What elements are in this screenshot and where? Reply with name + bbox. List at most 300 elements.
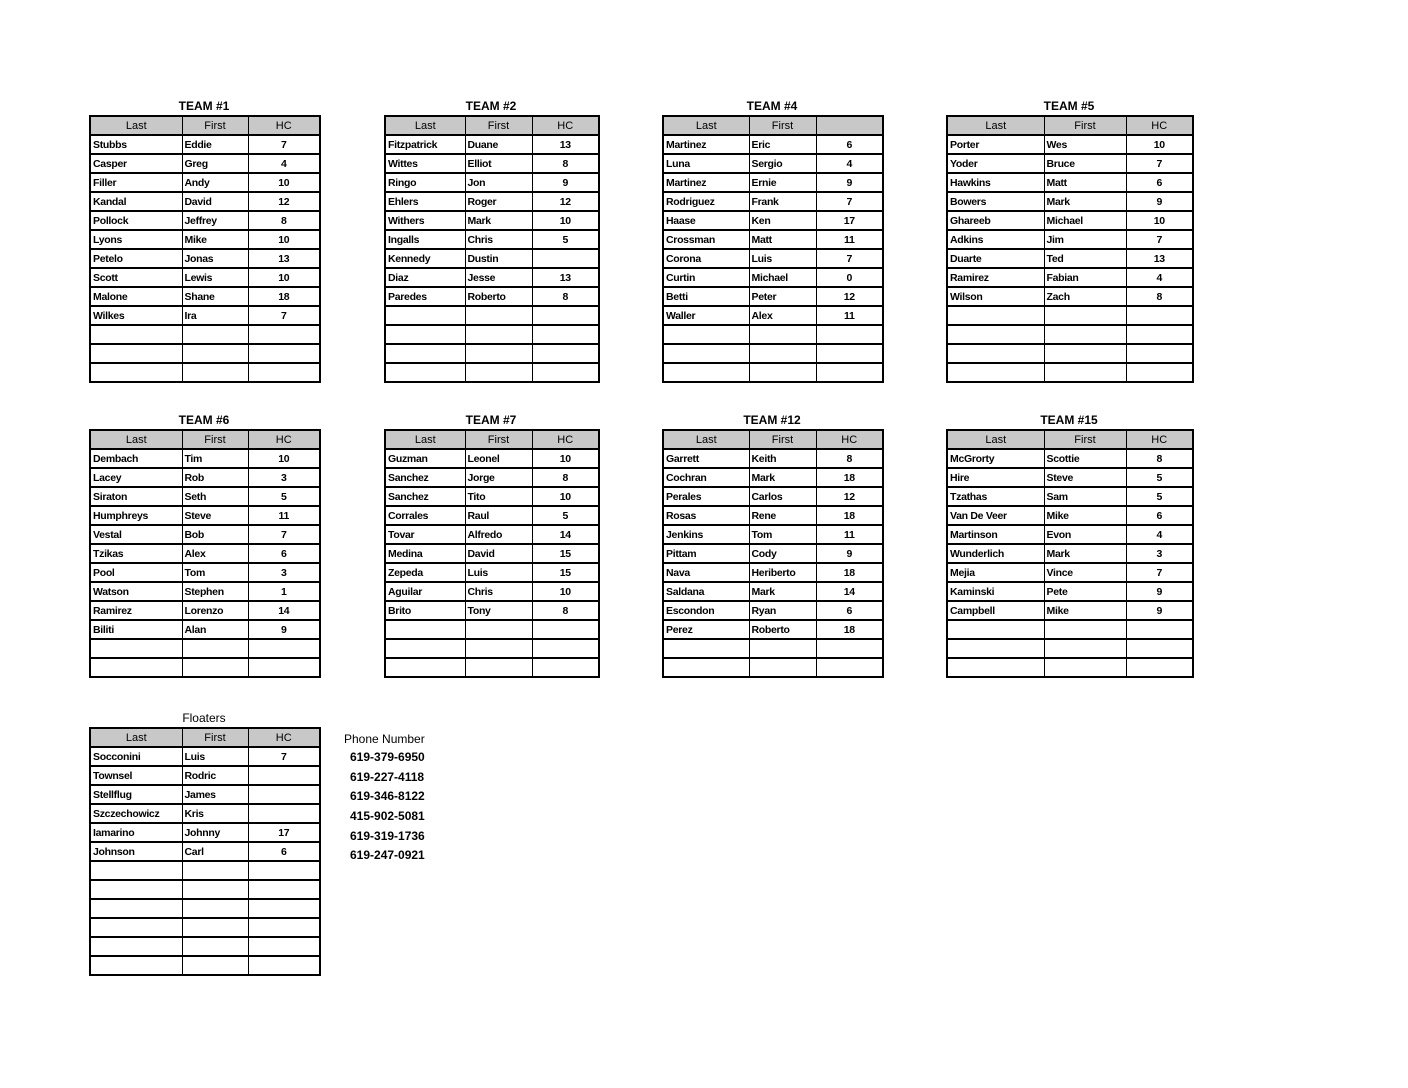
first-name-cell: Jesse — [465, 268, 532, 287]
hc-header: HC — [816, 430, 883, 449]
last-name-cell — [90, 344, 182, 363]
last-name-cell: Medina — [385, 544, 465, 563]
first-name-cell: Tim — [182, 449, 248, 468]
table-row — [90, 747, 320, 766]
last-name-cell — [663, 325, 749, 344]
hc-cell: 3 — [248, 468, 320, 487]
hc-cell — [816, 658, 883, 677]
table-row — [385, 306, 599, 325]
table-row — [90, 468, 320, 487]
table-row — [385, 468, 599, 487]
hc-cell: 8 — [1126, 287, 1193, 306]
hc-cell — [816, 325, 883, 344]
header-row — [947, 116, 1193, 135]
last-name-cell — [90, 918, 182, 937]
last-header: Last — [947, 430, 1044, 449]
first-name-cell: Shane — [182, 287, 248, 306]
last-name-cell — [90, 880, 182, 899]
last-name-cell: Corona — [663, 249, 749, 268]
last-name-cell: Ramirez — [947, 268, 1044, 287]
hc-cell: 10 — [532, 582, 599, 601]
last-name-cell: Rodriguez — [663, 192, 749, 211]
table-row — [663, 287, 883, 306]
first-name-cell — [182, 956, 248, 975]
table-row — [947, 620, 1193, 639]
last-name-cell: Withers — [385, 211, 465, 230]
last-name-cell: Diaz — [385, 268, 465, 287]
first-name-cell: Seth — [182, 487, 248, 506]
hc-cell: 10 — [248, 173, 320, 192]
hc-cell — [248, 937, 320, 956]
team-title: TEAM #4 — [746, 99, 798, 113]
last-name-cell — [90, 639, 182, 658]
last-name-cell: Bowers — [947, 192, 1044, 211]
first-name-cell: Mark — [1044, 544, 1126, 563]
last-name-cell — [947, 639, 1044, 658]
first-name-cell — [749, 344, 816, 363]
first-name-cell: Steve — [182, 506, 248, 525]
table-row — [947, 249, 1193, 268]
table-row — [385, 268, 599, 287]
last-name-cell — [663, 363, 749, 382]
team-title: TEAM #12 — [743, 413, 801, 427]
table-row — [663, 268, 883, 287]
table-row — [90, 937, 320, 956]
hc-cell: 15 — [532, 563, 599, 582]
first-name-cell: Jorge — [465, 468, 532, 487]
team-roster — [946, 97, 1192, 383]
first-name-cell: Carlos — [749, 487, 816, 506]
first-name-cell — [182, 937, 248, 956]
hc-cell: 8 — [1126, 449, 1193, 468]
roster-table — [946, 429, 1194, 678]
first-name-cell — [1044, 325, 1126, 344]
first-name-cell — [465, 344, 532, 363]
team-roster — [384, 411, 598, 678]
hc-cell — [248, 785, 320, 804]
hc-cell: 8 — [532, 154, 599, 173]
last-name-cell: Cochran — [663, 468, 749, 487]
hc-cell: 3 — [248, 563, 320, 582]
hc-cell: 7 — [248, 525, 320, 544]
last-name-cell: Szczechowicz — [90, 804, 182, 823]
last-name-cell: Tzikas — [90, 544, 182, 563]
hc-cell: 8 — [532, 468, 599, 487]
hc-cell: 5 — [248, 487, 320, 506]
header-row — [90, 430, 320, 449]
last-name-cell: Watson — [90, 582, 182, 601]
table-row — [947, 211, 1193, 230]
table-row — [90, 861, 320, 880]
first-name-cell: Stephen — [182, 582, 248, 601]
last-name-cell — [385, 306, 465, 325]
hc-cell: 10 — [248, 449, 320, 468]
table-row — [385, 525, 599, 544]
phone-number-item: 619-319-1736 — [350, 828, 425, 843]
table-row — [90, 525, 320, 544]
first-name-cell: Zach — [1044, 287, 1126, 306]
hc-cell — [532, 249, 599, 268]
last-name-cell — [385, 658, 465, 677]
first-name-cell: James — [182, 785, 248, 804]
first-name-cell — [749, 325, 816, 344]
last-name-cell: Crossman — [663, 230, 749, 249]
table-row — [90, 899, 320, 918]
hc-header: HC — [1126, 116, 1193, 135]
hc-cell: 12 — [532, 192, 599, 211]
first-name-cell: Michael — [1044, 211, 1126, 230]
hc-cell — [1126, 363, 1193, 382]
phone-number-item: 619-346-8122 — [350, 789, 425, 804]
team-title: TEAM #6 — [178, 413, 230, 427]
last-name-cell: Aguilar — [385, 582, 465, 601]
first-name-cell: Alex — [749, 306, 816, 325]
hc-cell: 9 — [816, 173, 883, 192]
table-row — [385, 582, 599, 601]
first-header: First — [465, 116, 532, 135]
last-name-cell: Ringo — [385, 173, 465, 192]
hc-header — [816, 116, 883, 135]
table-row — [90, 766, 320, 785]
first-name-cell: Alan — [182, 620, 248, 639]
hc-cell — [1126, 306, 1193, 325]
table-row — [947, 306, 1193, 325]
table-row — [90, 804, 320, 823]
hc-cell — [248, 861, 320, 880]
table-row — [947, 658, 1193, 677]
last-name-cell: Malone — [90, 287, 182, 306]
first-name-cell — [465, 658, 532, 677]
table-row — [385, 620, 599, 639]
hc-cell: 9 — [816, 544, 883, 563]
first-name-cell: Luis — [749, 249, 816, 268]
hc-cell — [532, 658, 599, 677]
hc-cell: 4 — [1126, 268, 1193, 287]
last-name-cell: Stellflug — [90, 785, 182, 804]
hc-cell: 12 — [248, 192, 320, 211]
last-name-cell: Garrett — [663, 449, 749, 468]
first-name-cell: Greg — [182, 154, 248, 173]
first-name-cell: Roberto — [749, 620, 816, 639]
last-name-cell: Wunderlich — [947, 544, 1044, 563]
hc-cell: 4 — [816, 154, 883, 173]
hc-cell — [532, 306, 599, 325]
first-name-cell: Matt — [749, 230, 816, 249]
last-name-cell: Sanchez — [385, 468, 465, 487]
hc-cell — [248, 344, 320, 363]
hc-cell: 7 — [248, 306, 320, 325]
last-name-cell: Ramirez — [90, 601, 182, 620]
last-name-cell: Wilson — [947, 287, 1044, 306]
hc-header: HC — [1126, 430, 1193, 449]
hc-cell: 12 — [816, 287, 883, 306]
phone-number-item: 619-247-0921 — [350, 848, 425, 863]
last-name-cell — [385, 325, 465, 344]
table-row — [947, 192, 1193, 211]
first-name-cell: Bruce — [1044, 154, 1126, 173]
hc-cell: 18 — [816, 563, 883, 582]
table-row — [90, 287, 320, 306]
last-name-cell: Campbell — [947, 601, 1044, 620]
first-name-cell: Pete — [1044, 582, 1126, 601]
last-name-cell: Vestal — [90, 525, 182, 544]
roster-table — [384, 429, 600, 678]
last-name-cell: Corrales — [385, 506, 465, 525]
phone-number-item: 415-902-5081 — [350, 809, 425, 824]
first-name-cell — [182, 363, 248, 382]
team-title: TEAM #5 — [1043, 99, 1095, 113]
hc-cell: 13 — [532, 268, 599, 287]
hc-cell — [248, 880, 320, 899]
table-row — [90, 639, 320, 658]
hc-cell: 10 — [532, 449, 599, 468]
table-row — [663, 249, 883, 268]
table-row — [90, 449, 320, 468]
hc-cell: 10 — [248, 230, 320, 249]
hc-cell: 13 — [532, 135, 599, 154]
first-header: First — [1044, 430, 1126, 449]
table-row — [663, 468, 883, 487]
table-row — [385, 601, 599, 620]
table-row — [90, 487, 320, 506]
last-name-cell: Biliti — [90, 620, 182, 639]
hc-cell: 7 — [248, 747, 320, 766]
table-row — [90, 563, 320, 582]
hc-cell: 12 — [816, 487, 883, 506]
first-name-cell: Tom — [749, 525, 816, 544]
table-row — [90, 363, 320, 382]
hc-cell: 7 — [248, 135, 320, 154]
first-name-cell — [1044, 658, 1126, 677]
hc-cell: 10 — [532, 211, 599, 230]
table-row — [663, 192, 883, 211]
hc-cell: 9 — [532, 173, 599, 192]
hc-cell: 5 — [532, 506, 599, 525]
hc-cell: 14 — [532, 525, 599, 544]
first-name-cell — [1044, 306, 1126, 325]
first-header: First — [465, 430, 532, 449]
last-name-cell: Adkins — [947, 230, 1044, 249]
hc-cell: 8 — [532, 287, 599, 306]
first-name-cell — [465, 639, 532, 658]
last-name-cell: Wittes — [385, 154, 465, 173]
last-name-cell — [90, 658, 182, 677]
hc-cell — [248, 325, 320, 344]
table-row — [90, 918, 320, 937]
first-name-cell: Heriberto — [749, 563, 816, 582]
last-name-cell: Johnson — [90, 842, 182, 861]
last-name-cell: Perales — [663, 487, 749, 506]
table-row — [663, 525, 883, 544]
table-row — [947, 135, 1193, 154]
table-row — [947, 363, 1193, 382]
table-row — [385, 506, 599, 525]
table-row — [663, 135, 883, 154]
first-header: First — [749, 116, 816, 135]
first-name-cell — [182, 899, 248, 918]
hc-cell: 14 — [248, 601, 320, 620]
first-name-cell: Roger — [465, 192, 532, 211]
last-name-cell: Haase — [663, 211, 749, 230]
last-header: Last — [663, 116, 749, 135]
phone-number-heading: Phone Number — [344, 732, 425, 746]
hc-cell — [532, 344, 599, 363]
table-row — [385, 639, 599, 658]
first-name-cell: Mark — [749, 468, 816, 487]
table-row — [663, 306, 883, 325]
hc-cell — [1126, 639, 1193, 658]
hc-cell: 9 — [1126, 601, 1193, 620]
first-name-cell: Tito — [465, 487, 532, 506]
first-header: First — [182, 430, 248, 449]
last-name-cell: Fitzpatrick — [385, 135, 465, 154]
last-header: Last — [90, 430, 182, 449]
first-header: First — [749, 430, 816, 449]
team-roster — [946, 411, 1192, 678]
roster-table — [89, 727, 321, 976]
hc-cell: 4 — [1126, 525, 1193, 544]
hc-cell: 3 — [1126, 544, 1193, 563]
table-row — [947, 582, 1193, 601]
hc-cell — [248, 918, 320, 937]
hc-header: HC — [532, 430, 599, 449]
table-row — [663, 639, 883, 658]
header-row — [663, 430, 883, 449]
first-name-cell: Mike — [182, 230, 248, 249]
first-name-cell — [465, 306, 532, 325]
last-name-cell — [385, 344, 465, 363]
last-name-cell — [385, 363, 465, 382]
table-row — [90, 154, 320, 173]
hc-cell — [248, 766, 320, 785]
first-name-cell — [465, 325, 532, 344]
header-row — [385, 116, 599, 135]
first-name-cell: David — [182, 192, 248, 211]
last-name-cell — [947, 344, 1044, 363]
last-name-cell: Brito — [385, 601, 465, 620]
last-name-cell: Betti — [663, 287, 749, 306]
table-row — [663, 620, 883, 639]
first-name-cell: Kris — [182, 804, 248, 823]
last-name-cell: Zepeda — [385, 563, 465, 582]
table-row — [90, 785, 320, 804]
last-name-cell: Luna — [663, 154, 749, 173]
table-row — [385, 173, 599, 192]
first-name-cell: Ryan — [749, 601, 816, 620]
table-row — [90, 880, 320, 899]
first-name-cell — [1044, 344, 1126, 363]
first-name-cell: Michael — [749, 268, 816, 287]
last-name-cell — [663, 344, 749, 363]
table-row — [385, 344, 599, 363]
last-name-cell: Tzathas — [947, 487, 1044, 506]
last-name-cell — [663, 658, 749, 677]
roster-table — [662, 429, 884, 678]
first-name-cell: Rob — [182, 468, 248, 487]
hc-cell: 6 — [816, 135, 883, 154]
hc-cell: 17 — [248, 823, 320, 842]
table-row — [90, 582, 320, 601]
last-name-cell: Lyons — [90, 230, 182, 249]
last-name-cell — [663, 639, 749, 658]
first-name-cell: Luis — [182, 747, 248, 766]
hc-cell: 10 — [532, 487, 599, 506]
last-name-cell — [947, 306, 1044, 325]
last-name-cell: Dembach — [90, 449, 182, 468]
table-row — [663, 211, 883, 230]
first-name-cell — [182, 880, 248, 899]
team-title: TEAM #2 — [465, 99, 517, 113]
last-name-cell: Pittam — [663, 544, 749, 563]
first-name-cell: Ken — [749, 211, 816, 230]
team-roster — [89, 97, 319, 383]
first-name-cell: Carl — [182, 842, 248, 861]
first-name-cell: Ira — [182, 306, 248, 325]
first-name-cell: Chris — [465, 230, 532, 249]
first-name-cell: Alfredo — [465, 525, 532, 544]
table-row — [947, 173, 1193, 192]
hc-cell — [1126, 658, 1193, 677]
hc-cell: 8 — [248, 211, 320, 230]
first-name-cell: Roberto — [465, 287, 532, 306]
first-name-cell: Mark — [749, 582, 816, 601]
last-name-cell: Yoder — [947, 154, 1044, 173]
table-row — [947, 268, 1193, 287]
last-name-cell: Ghareeb — [947, 211, 1044, 230]
last-name-cell: Filler — [90, 173, 182, 192]
table-row — [385, 325, 599, 344]
first-name-cell: David — [465, 544, 532, 563]
hc-cell: 11 — [816, 306, 883, 325]
table-row — [947, 325, 1193, 344]
hc-cell: 10 — [1126, 211, 1193, 230]
last-name-cell: Guzman — [385, 449, 465, 468]
table-row — [90, 211, 320, 230]
last-name-cell: Perez — [663, 620, 749, 639]
first-name-cell: Wes — [1044, 135, 1126, 154]
last-name-cell: Curtin — [663, 268, 749, 287]
team-roster — [89, 411, 319, 678]
hc-cell: 11 — [248, 506, 320, 525]
first-name-cell — [749, 658, 816, 677]
team-title: Floaters — [182, 711, 226, 725]
table-row — [90, 601, 320, 620]
table-row — [385, 135, 599, 154]
table-row — [947, 230, 1193, 249]
last-name-cell: Wilkes — [90, 306, 182, 325]
last-name-cell: Jenkins — [663, 525, 749, 544]
table-row — [385, 230, 599, 249]
table-row — [90, 230, 320, 249]
last-name-cell: Pool — [90, 563, 182, 582]
first-name-cell — [1044, 363, 1126, 382]
hc-cell: 15 — [532, 544, 599, 563]
table-row — [947, 487, 1193, 506]
table-row — [663, 449, 883, 468]
last-name-cell: Waller — [663, 306, 749, 325]
last-header: Last — [663, 430, 749, 449]
table-row — [385, 192, 599, 211]
last-name-cell: Escondon — [663, 601, 749, 620]
hc-cell: 0 — [816, 268, 883, 287]
hc-header: HC — [248, 430, 320, 449]
last-name-cell — [90, 325, 182, 344]
hc-cell — [532, 620, 599, 639]
first-name-cell: Duane — [465, 135, 532, 154]
table-row — [90, 135, 320, 154]
last-header: Last — [90, 728, 182, 747]
table-row — [385, 287, 599, 306]
